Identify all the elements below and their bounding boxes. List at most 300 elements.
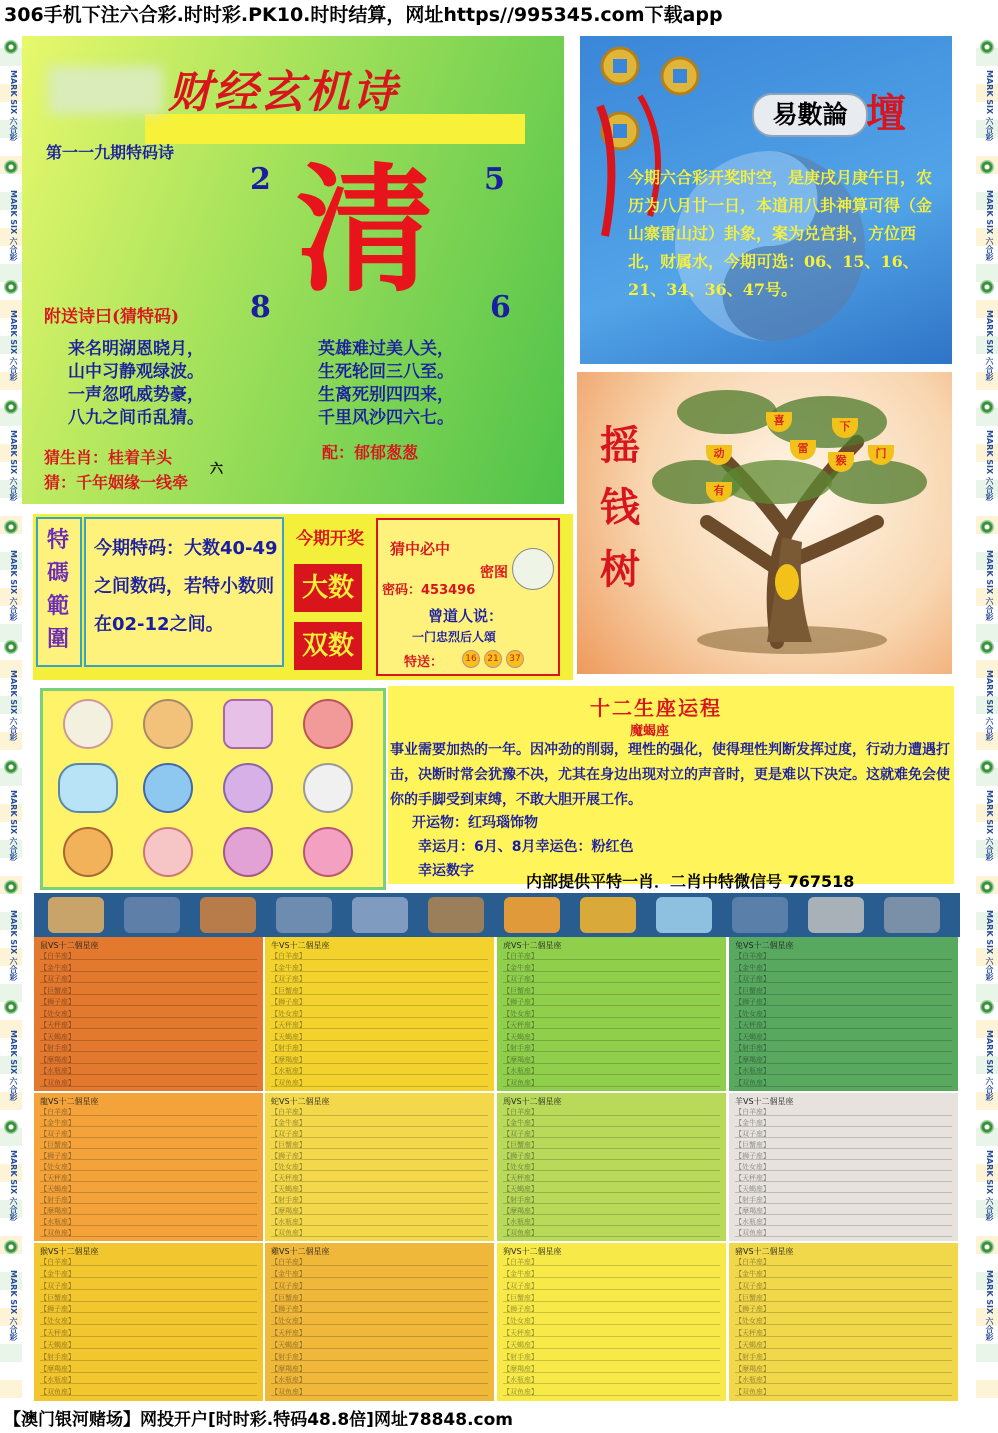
horoscope-sign-line: 【白羊座】 [503, 1107, 720, 1116]
cancer-icon [143, 763, 193, 813]
flower-icon [4, 400, 18, 414]
horoscope-sign-line: 【摩羯座】 [503, 1364, 720, 1373]
horoscope-sign-line: 【摩羯座】 [735, 1364, 952, 1373]
horoscope-sign-line: 【天蝎座】 [503, 1340, 720, 1349]
horoscope-sign-line: 【天秤座】 [40, 1328, 257, 1337]
horoscope-sign-line: 【天秤座】 [735, 1020, 952, 1029]
special-number-ball: 21 [484, 650, 502, 668]
horoscope-sign-line: 【天蝎座】 [271, 1032, 488, 1041]
open-label: 今期开奖 [296, 529, 364, 549]
aquarius-icon [223, 827, 273, 877]
horoscope-sign-line: 【处女座】 [735, 1316, 952, 1325]
horoscope-cell [265, 1093, 494, 1241]
horoscope-cell [34, 937, 263, 1091]
horoscope-cell [265, 1243, 494, 1401]
side-tag: MARK SIX 六合彩 [985, 910, 994, 981]
horoscope-sign-line: 【天秤座】 [271, 1020, 488, 1029]
digit-top-right: 5 [484, 162, 505, 197]
special-number-ball: 37 [506, 650, 524, 668]
flower-icon [980, 280, 994, 294]
horoscope-sign-line: 【金牛座】 [40, 963, 257, 972]
horoscope-sign-line: 【处女座】 [735, 1009, 952, 1018]
poem-line: 生离死别四四来， [318, 385, 454, 405]
flower-icon [4, 760, 18, 774]
coin-ingot: 动 [706, 445, 732, 465]
flower-icon [4, 280, 18, 294]
yishu-altar: 壇 [866, 90, 906, 137]
horoscope-cell-header: 羊VS十二個星座 [735, 1097, 794, 1106]
horoscope-sign-line: 【射手座】 [503, 1352, 720, 1361]
sagittarius-icon [223, 763, 273, 813]
horoscope-sign-line: 【巨蟹座】 [271, 986, 488, 995]
horoscope-sign-line: 【天秤座】 [735, 1173, 952, 1182]
horoscope-sign-line: 【天蝎座】 [40, 1184, 257, 1193]
guess-zodiac: 猜生肖：桂着羊头 [44, 448, 173, 467]
zodiac-body: 事业需要加热的一年。因冲劲的削弱，理性的强化，使得理性判断发挥过度，行动力遭遇打击，决断时常会犹豫不决，尤其在身边出现对立的声音时，更是难以下决定。这就难免会使你的手脚受到束缚，不敢大胆开展工作。 [390, 742, 950, 808]
range-text [94, 530, 278, 644]
range-label: 特碼範圍 [46, 527, 69, 652]
must-label: 猜中必中 [390, 540, 451, 558]
side-tag: MARK SIX 六合彩 [985, 790, 994, 861]
horoscope-sign-line: 【狮子座】 [271, 997, 488, 1006]
horoscope-sign-line: 【摩羯座】 [271, 1206, 488, 1215]
pair: 配：郁郁葱葱 [322, 443, 419, 462]
horoscope-sign-line: 【天蝎座】 [503, 1184, 720, 1193]
horoscope-sign-line: 【水瓶座】 [735, 1217, 952, 1226]
side-tag: MARK SIX 六合彩 [985, 430, 994, 501]
horoscope-sign-line: 【天秤座】 [503, 1173, 720, 1182]
zodiac-item: 幸运数字 [418, 863, 474, 879]
horoscope-sign-line: 【双子座】 [271, 974, 488, 983]
yishu-label: 易數論 [752, 93, 868, 137]
horoscope-sign-line: 【狮子座】 [503, 997, 720, 1006]
poem-line: 一声忽吼威势豪， [68, 385, 204, 405]
horoscope-sign-line: 【巨蟹座】 [735, 1140, 952, 1149]
horoscope-sign-line: 【射手座】 [40, 1195, 257, 1204]
flower-icon [4, 1120, 18, 1134]
horoscope-sign-line: 【双鱼座】 [503, 1387, 720, 1396]
horoscope-sign-line: 【狮子座】 [503, 1304, 720, 1313]
side-tag: MARK SIX 六合彩 [9, 550, 18, 621]
horoscope-sign-line: 【射手座】 [735, 1352, 952, 1361]
horoscope-sign-line: 【处女座】 [503, 1009, 720, 1018]
horoscope-sign-line: 【射手座】 [735, 1195, 952, 1204]
horoscope-sign-line: 【巨蟹座】 [271, 1293, 488, 1302]
side-tag: MARK SIX 六合彩 [9, 1270, 18, 1341]
capricorn-icon [303, 763, 353, 813]
horoscope-cell [34, 1243, 263, 1401]
horoscope-sign-line: 【处女座】 [271, 1009, 488, 1018]
horoscope-sign-line: 【双鱼座】 [40, 1387, 257, 1396]
horoscope-cell-header: 猴VS十二個星座 [40, 1247, 99, 1256]
digit-bottom-left: 8 [250, 290, 271, 325]
horoscope-sign-line: 【摩羯座】 [503, 1206, 720, 1215]
horoscope-sign-line: 【白羊座】 [735, 951, 952, 960]
horoscope-sign-line: 【巨蟹座】 [503, 1140, 720, 1149]
horoscope-sign-line: 【摩羯座】 [40, 1364, 257, 1373]
leo-icon [63, 827, 113, 877]
flower-icon [4, 880, 18, 894]
horoscope-sign-line: 【白羊座】 [271, 1257, 488, 1266]
horoscope-sign-line: 【射手座】 [735, 1043, 952, 1052]
horoscope-sign-line: 【双子座】 [735, 1281, 952, 1290]
side-tag: MARK SIX 六合彩 [9, 1150, 18, 1221]
horoscope-sign-line: 【巨蟹座】 [40, 986, 257, 995]
horoscope-sign-line: 【金牛座】 [40, 1269, 257, 1278]
horoscope-cell-header: 狗VS十二個星座 [503, 1247, 562, 1256]
saying2: 一门忠烈后人頌 [412, 630, 497, 644]
horoscope-sign-line: 【射手座】 [503, 1043, 720, 1052]
horoscope-sign-line: 【射手座】 [503, 1195, 720, 1204]
range-line: 在02-12之间。 [94, 614, 224, 635]
zodiac-symbol-icon [200, 897, 256, 933]
horoscope-cell [729, 937, 958, 1091]
digit-bottom-right: 6 [490, 290, 511, 325]
zodiac-symbol-icon [884, 897, 940, 933]
horoscope-sign-line: 【天秤座】 [735, 1328, 952, 1337]
special-label: 特送： [404, 655, 444, 670]
side-tag: MARK SIX 六合彩 [985, 70, 994, 141]
horoscope-sign-line: 【水瓶座】 [271, 1066, 488, 1075]
horoscope-sign-line: 【摩羯座】 [735, 1206, 952, 1215]
horoscope-sign-line: 【天蝎座】 [735, 1032, 952, 1041]
horoscope-sign-line: 【双子座】 [40, 1281, 257, 1290]
gift-label: 附送诗曰(猜特码) [44, 307, 180, 327]
zodiac-symbol-icon [504, 897, 560, 933]
horoscope-sign-line: 【金牛座】 [735, 1269, 952, 1278]
flower-icon [4, 160, 18, 174]
blurred-logo [48, 66, 163, 114]
poem-title: 财经玄机诗 [168, 67, 398, 118]
horoscope-cell [265, 937, 494, 1091]
horoscope-sign-line: 【双子座】 [735, 974, 952, 983]
horoscope-sign-line: 【金牛座】 [271, 1269, 488, 1278]
big-character: 清 [296, 148, 435, 311]
horoscope-cell [497, 937, 726, 1091]
horoscope-sign-line: 【处女座】 [40, 1162, 257, 1171]
horoscope-sign-line: 【双子座】 [271, 1129, 488, 1138]
zodiac-symbol-icon [352, 897, 408, 933]
horoscope-sign-line: 【白羊座】 [271, 1107, 488, 1116]
horoscope-sign-line: 【射手座】 [271, 1352, 488, 1361]
horoscope-sign-line: 【狮子座】 [271, 1304, 488, 1313]
horoscope-cell [497, 1243, 726, 1401]
left-side-strip [0, 30, 22, 1406]
horoscope-sign-line: 【金牛座】 [735, 963, 952, 972]
coin-ingot: 有 [706, 482, 732, 502]
zodiac-symbol-icon [580, 897, 636, 933]
horoscope-cell-header: 馬VS十二個星座 [503, 1097, 562, 1106]
zodiac-symbol-icon [808, 897, 864, 933]
coin-ingot: 下 [832, 418, 858, 438]
horoscope-sign-line: 【摩羯座】 [40, 1055, 257, 1064]
horoscope-sign-line: 【射手座】 [40, 1043, 257, 1052]
horoscope-sign-line: 【摩羯座】 [503, 1055, 720, 1064]
money-tree-title: 摇钱树 [600, 422, 640, 593]
horoscope-sign-line: 【双鱼座】 [271, 1078, 488, 1087]
horoscope-sign-line: 【双鱼座】 [735, 1387, 952, 1396]
horoscope-sign-line: 【狮子座】 [735, 1304, 952, 1313]
aries-icon [63, 699, 113, 749]
zodiac-item: 幸运月：6月、8月幸运色：粉红色 [418, 839, 634, 855]
side-tag: MARK SIX 六合彩 [985, 550, 994, 621]
horoscope-sign-line: 【狮子座】 [271, 1151, 488, 1160]
range-line: 今期特码：大数40-49 [94, 538, 278, 559]
horoscope-sign-line: 【水瓶座】 [40, 1375, 257, 1384]
side-tag: MARK SIX 六合彩 [9, 430, 18, 501]
side-tag: MARK SIX 六合彩 [985, 1030, 994, 1101]
right-side-strip [976, 30, 998, 1406]
flower-icon [980, 1000, 994, 1014]
flower-icon [980, 880, 994, 894]
poem-issue: 第一一九期特码诗 [46, 143, 175, 162]
horoscope-cell-header: 豬VS十二個星座 [735, 1247, 794, 1256]
horoscope-cell [497, 1093, 726, 1241]
mark: 六 [210, 462, 224, 477]
side-tag: MARK SIX 六合彩 [9, 1030, 18, 1101]
flower-icon [980, 40, 994, 54]
horoscope-sign-line: 【狮子座】 [40, 1304, 257, 1313]
horoscope-sign-line: 【双鱼座】 [735, 1228, 952, 1237]
flower-icon [4, 520, 18, 534]
poem-line: 山中习静观绿波。 [68, 362, 204, 382]
side-tag: MARK SIX 六合彩 [985, 670, 994, 741]
poem-right-lines [318, 338, 454, 430]
horoscope-sign-line: 【巨蟹座】 [503, 1293, 720, 1302]
horoscope-cell-header: 虎VS十二個星座 [503, 941, 562, 950]
horoscope-sign-line: 【狮子座】 [503, 1151, 720, 1160]
side-tag: MARK SIX 六合彩 [9, 190, 18, 261]
horoscope-sign-line: 【水瓶座】 [503, 1217, 720, 1226]
coin-ingot: 雷 [790, 440, 816, 460]
poem-line: 八九之间币乱猜。 [68, 408, 204, 428]
range-line: 之间数码，若特小数则 [94, 576, 274, 597]
horoscope-sign-line: 【天蝎座】 [40, 1340, 257, 1349]
flower-icon [980, 760, 994, 774]
horoscope-cell [729, 1093, 958, 1241]
side-tag: MARK SIX 六合彩 [9, 670, 18, 741]
horoscope-sign-line: 【摩羯座】 [40, 1206, 257, 1215]
zodiac-icon-grid [40, 688, 386, 890]
coin-ingot: 猴 [828, 452, 854, 472]
horoscope-sign-line: 【巨蟹座】 [735, 986, 952, 995]
horoscope-sign-line: 【双鱼座】 [503, 1228, 720, 1237]
horoscope-sign-line: 【天秤座】 [503, 1020, 720, 1029]
poem-line: 千里风沙四六七。 [318, 408, 454, 428]
side-tag: MARK SIX 六合彩 [9, 70, 18, 141]
horoscope-sign-line: 【狮子座】 [735, 997, 952, 1006]
poem-line: 英雄难过美人关， [318, 339, 454, 359]
flower-icon [4, 640, 18, 654]
horoscope-sign-line: 【白羊座】 [503, 951, 720, 960]
zodiac-symbol-icon [48, 897, 104, 933]
horoscope-sign-line: 【白羊座】 [40, 1107, 257, 1116]
horoscope-cell [729, 1243, 958, 1401]
horoscope-sign-line: 【白羊座】 [735, 1257, 952, 1266]
horoscope-sign-line: 【天秤座】 [503, 1328, 720, 1337]
yishu-text: 今期六合彩开奖时空，是庚戌月庚午日，农历为八月廿一日，本道用八卦神算可得（金山寨雷山过）卦象，案为兑宫卦，方位西北，财属水，今期可选：06、15、16、21、34、36、47号。 [628, 168, 933, 299]
flower-icon [980, 520, 994, 534]
libra-icon [223, 699, 273, 749]
zodiac-symbol-strip [34, 893, 960, 937]
zodiac-symbol-icon [276, 897, 332, 933]
horoscope-sign-line: 【双鱼座】 [40, 1228, 257, 1237]
horoscope-sign-line: 【处女座】 [40, 1009, 257, 1018]
horoscope-sign-line: 【处女座】 [735, 1162, 952, 1171]
zodiac-symbol-icon [732, 897, 788, 933]
horoscope-sign-line: 【双鱼座】 [735, 1078, 952, 1087]
horoscope-sign-line: 【水瓶座】 [271, 1217, 488, 1226]
side-tag: MARK SIX 六合彩 [985, 310, 994, 381]
saying: 曾道人说： [428, 607, 504, 625]
bottom-banner: 【澳门银河赌场】网投开户[时时彩.特码48.8倍]网址78848.com [4, 1410, 514, 1430]
horoscope-sign-line: 【金牛座】 [271, 963, 488, 972]
poem-line: 来名明湖恩晓月， [68, 339, 204, 359]
horoscope-sign-line: 【双鱼座】 [271, 1387, 488, 1396]
flower-icon [4, 1240, 18, 1254]
horoscope-sign-line: 【白羊座】 [271, 951, 488, 960]
horoscope-sign-line: 【巨蟹座】 [503, 986, 720, 995]
horoscope-sign-line: 【双鱼座】 [271, 1228, 488, 1237]
horoscope-sign-line: 【双子座】 [503, 974, 720, 983]
flower-icon [980, 1240, 994, 1254]
horoscope-sign-line: 【巨蟹座】 [40, 1140, 257, 1149]
gemini-icon [58, 763, 118, 813]
horoscope-sign-line: 【金牛座】 [503, 1269, 720, 1278]
digit-top-left: 2 [250, 162, 271, 197]
horoscope-sign-line: 【双鱼座】 [40, 1078, 257, 1087]
horoscope-sign-line: 【金牛座】 [735, 1118, 952, 1127]
horoscope-sign-line: 【天秤座】 [271, 1328, 488, 1337]
horoscope-sign-line: 【水瓶座】 [735, 1066, 952, 1075]
flower-icon [980, 1120, 994, 1134]
horoscope-cell-header: 雞VS十二個星座 [271, 1247, 330, 1256]
side-tag: MARK SIX 六合彩 [985, 190, 994, 261]
horoscope-cell-header: 龍VS十二個星座 [40, 1097, 99, 1106]
horoscope-sign-line: 【天秤座】 [40, 1020, 257, 1029]
horoscope-sign-line: 【水瓶座】 [40, 1066, 257, 1075]
side-tag: MARK SIX 六合彩 [9, 910, 18, 981]
big-badge: 大数 [294, 564, 362, 612]
scorpio-icon [303, 699, 353, 749]
horoscope-sign-line: 【狮子座】 [40, 997, 257, 1006]
poem-line: 生死轮回三八至。 [318, 362, 454, 382]
side-tag: MARK SIX 六合彩 [985, 1150, 994, 1221]
horoscope-sign-line: 【水瓶座】 [735, 1375, 952, 1384]
zodiac-item: 开运物：红玛瑙饰物 [412, 815, 538, 831]
horoscope-sign-line: 【金牛座】 [40, 1118, 257, 1127]
horoscope-sign-line: 【处女座】 [271, 1162, 488, 1171]
secret-image-icon [512, 548, 554, 590]
coin-ingot: 门 [868, 445, 894, 465]
horoscope-sign-line: 【摩羯座】 [735, 1055, 952, 1064]
horoscope-cell-header: 鼠VS十二個星座 [40, 941, 99, 950]
virgo-icon [143, 827, 193, 877]
horoscope-sign-line: 【狮子座】 [40, 1151, 257, 1160]
horoscope-sign-line: 【处女座】 [503, 1162, 720, 1171]
horoscope-sign-line: 【天蝎座】 [735, 1184, 952, 1193]
internal-note: 内部提供平特一肖．二肖中特微信号 767518 [526, 872, 855, 891]
horoscope-cell-header: 牛VS十二個星座 [271, 941, 330, 950]
horoscope-sign-line: 【巨蟹座】 [271, 1140, 488, 1149]
side-tag: MARK SIX 六合彩 [9, 790, 18, 861]
horoscope-sign-line: 【天秤座】 [271, 1173, 488, 1182]
horoscope-sign-line: 【水瓶座】 [503, 1066, 720, 1075]
side-tag: MARK SIX 六合彩 [985, 1270, 994, 1341]
flower-icon [980, 160, 994, 174]
horoscope-sign-line: 【双鱼座】 [503, 1078, 720, 1087]
horoscope-sign-line: 【处女座】 [40, 1316, 257, 1325]
horoscope-sign-line: 【巨蟹座】 [40, 1293, 257, 1302]
horoscope-sign-line: 【双子座】 [40, 1129, 257, 1138]
horoscope-sign-line: 【金牛座】 [271, 1118, 488, 1127]
flower-icon [980, 640, 994, 654]
horoscope-sign-line: 【双子座】 [735, 1129, 952, 1138]
horoscope-sign-line: 【白羊座】 [503, 1257, 720, 1266]
zodiac-title: 十二生座运程 [590, 696, 722, 720]
zodiac-sign: 魔蝎座 [630, 724, 670, 739]
guess: 猜：千年姻缘一线牵 [44, 473, 189, 492]
horoscope-sign-line: 【天秤座】 [40, 1173, 257, 1182]
horoscope-sign-line: 【白羊座】 [40, 1257, 257, 1266]
horoscope-cell-header: 蛇VS十二個星座 [271, 1097, 330, 1106]
horoscope-sign-line: 【巨蟹座】 [735, 1293, 952, 1302]
horoscope-sign-line: 【摩羯座】 [271, 1364, 488, 1373]
horoscope-sign-line: 【狮子座】 [735, 1151, 952, 1160]
horoscope-sign-line: 【双子座】 [503, 1281, 720, 1290]
horoscope-sign-line: 【射手座】 [271, 1043, 488, 1052]
secret-label: 密图 [480, 565, 508, 581]
horoscope-sign-line: 【天蝎座】 [271, 1184, 488, 1193]
pisces-icon [303, 827, 353, 877]
zodiac-symbol-icon [656, 897, 712, 933]
horoscope-sign-line: 【射手座】 [40, 1352, 257, 1361]
horoscope-sign-line: 【白羊座】 [40, 951, 257, 960]
code: 密码：453496 [382, 583, 476, 598]
flower-icon [4, 40, 18, 54]
horoscope-cell-header: 兔VS十二個星座 [735, 941, 794, 950]
horoscope-cell [34, 1093, 263, 1241]
flower-icon [4, 1000, 18, 1014]
top-banner: 306手机下注六合彩.时时彩.PK10.时时结算，网址https//995345.com下载app [4, 4, 723, 26]
special-number-ball: 16 [462, 650, 480, 668]
horoscope-sign-line: 【双子座】 [271, 1281, 488, 1290]
horoscope-sign-line: 【摩羯座】 [271, 1055, 488, 1064]
horoscope-sign-line: 【金牛座】 [503, 1118, 720, 1127]
horoscope-sign-line: 【双子座】 [40, 974, 257, 983]
horoscope-sign-line: 【水瓶座】 [503, 1375, 720, 1384]
horoscope-sign-line: 【水瓶座】 [271, 1375, 488, 1384]
horoscope-sign-line: 【金牛座】 [503, 963, 720, 972]
horoscope-sign-line: 【天蝎座】 [40, 1032, 257, 1041]
horoscope-sign-line: 【双子座】 [503, 1129, 720, 1138]
coin-ingot: 喜 [766, 412, 792, 432]
horoscope-sign-line: 【天蝎座】 [735, 1340, 952, 1349]
horoscope-sign-line: 【水瓶座】 [40, 1217, 257, 1226]
horoscope-sign-line: 【处女座】 [271, 1316, 488, 1325]
horoscope-sign-line: 【白羊座】 [735, 1107, 952, 1116]
horoscope-sign-line: 【射手座】 [271, 1195, 488, 1204]
zodiac-symbol-icon [124, 897, 180, 933]
poem-left-lines [68, 338, 204, 430]
horoscope-sign-line: 【处女座】 [503, 1316, 720, 1325]
flower-icon [980, 400, 994, 414]
horoscope-sign-line: 【天蝎座】 [271, 1340, 488, 1349]
side-tag: MARK SIX 六合彩 [9, 310, 18, 381]
zodiac-symbol-icon [428, 897, 484, 933]
double-badge: 双数 [294, 622, 362, 670]
taurus-icon [143, 699, 193, 749]
